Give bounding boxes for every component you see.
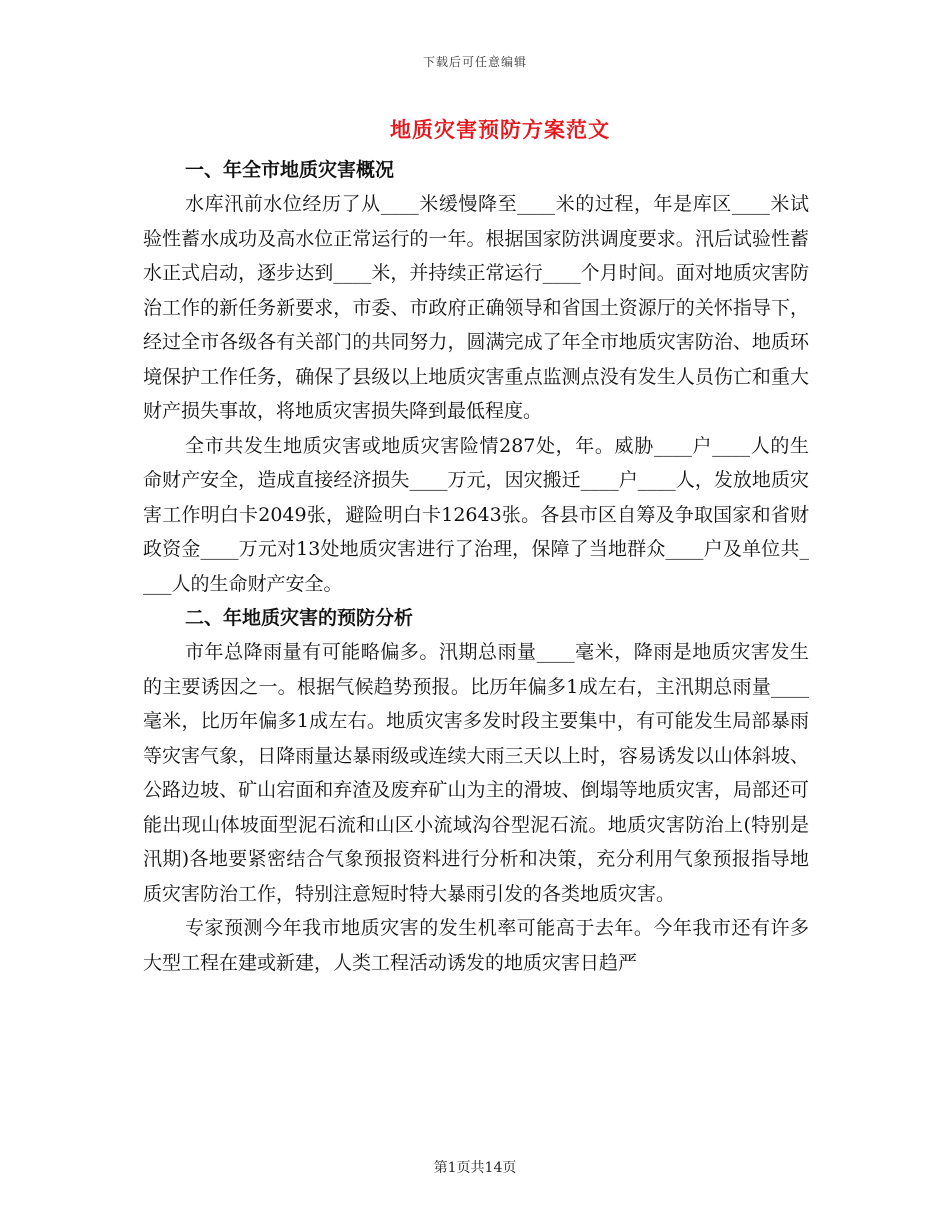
document-body (143, 153, 809, 980)
paragraph: 全市共发生地质灾害或地质灾害险情287处，年。威胁____户____人的生命财产安全，造成直接经济损失____万元，因灾搬迁____户____人，发放地质灾害工作明白卡2049张，避险明白卡12643张。各县市区自筹及争取国家和省财政资金____万元对13处地质灾害进行了治理，保障了当地群众____户及单位共____人的生命财产安全。 (143, 434, 809, 595)
page-footer: 第1页共14页 (433, 1160, 517, 1176)
header-note: 下载后可任意编辑 (422, 55, 527, 69)
paragraph: 专家预测今年我市地质灾害的发生机率可能高于去年。今年我市还有许多大型工程在建或新建，人类工程活动诱发的地质灾害日趋严 (143, 917, 809, 974)
paragraph: 市年总降雨量有可能略偏多。汛期总雨量____毫米，降雨是地质灾害发生的主要诱因之一。根据气候趋势预报。比历年偏多1成左右，主汛期总雨量____毫米，比历年偏多1成左右。地质灾害多发时段主要集中，有可能发生局部暴雨等灾害气象，日降雨量达暴雨级或连续大雨三天以上时，容易诱发以山体斜坡、公路边坡、矿山宕面和弃渣及废弃矿山为主的滑坡、倒塌等地质灾害，局部还可能出现山体坡面型泥石流和山区小流域沟谷型泥石流。地质灾害防治上(特别是汛期)各地要紧密结合气象预报资料进行分析和决策，充分利用气象预报指导地质灾害防治工作，特别注意短时特大暴雨引发的各类地质灾害。 (143, 641, 809, 905)
section-heading: 二、年地质灾害的预防分析 (185, 607, 414, 629)
paragraph: 水库汛前水位经历了从____米缓慢降至____米的过程，年是库区____米试验性蓄水成功及高水位正常运行的一年。根据国家防洪调度要求。汛后试验性蓄水正式启动，逐步达到____米，并持续正常运行____个月时间。面对地质灾害防治工作的新任务新要求，市委、市政府正确领导和省国土资源厅的关怀指导下，经过全市各级各有关部门的共同努力，圆满完成了年全市地质灾害防治、地质环境保护工作任务，确保了县级以上地质灾害重点监测点没有发生人员伤亡和重大财产损失事故，将地质灾害损失降到最低程度。 (143, 193, 809, 422)
document-title: 地质灾害预防方案范文 (390, 117, 610, 142)
section-heading: 一、年全市地质灾害概况 (185, 159, 395, 181)
